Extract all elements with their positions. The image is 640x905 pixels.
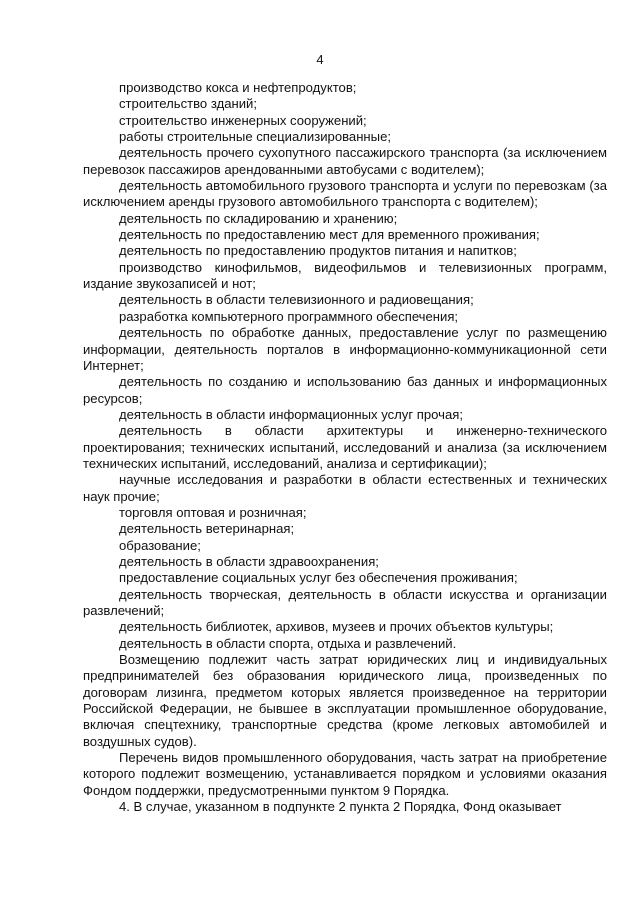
paragraph: разработка компьютерного программного обеспечения; xyxy=(119,308,459,324)
paragraph: Возмещению подлежит часть затрат юридических лиц и индивидуальных предпринимателей без образования юридического лица, произведенных по договорам лизинга, предметом которых является произведенное на территории Российской Федерации, не бывшее в эксплуатации промышленное оборудование, включая спецтехнику, транспортные средства (кроме легковых автомобилей и воздушных судов). xyxy=(83,652,607,749)
paragraph: деятельность по созданию и использованию баз данных и информационных ресурсов; xyxy=(83,374,607,406)
paragraph: деятельность прочего сухопутного пассажирского транспорта (за исключением перевозок пассажиров арендованными автобусами с водителем); xyxy=(83,145,607,177)
paragraph: деятельность в области спорта, отдыха и развлечений. xyxy=(119,635,457,651)
paragraph: строительство зданий; xyxy=(119,96,257,112)
paragraph: строительство инженерных сооружений; xyxy=(119,112,367,128)
paragraph: деятельность по предоставлению продуктов питания и напитков; xyxy=(119,243,517,259)
paragraph: деятельность библиотек, архивов, музеев и прочих объектов культуры; xyxy=(119,619,554,635)
paragraph: образование; xyxy=(119,537,201,553)
paragraph: производство кокса и нефтепродуктов; xyxy=(119,80,357,95)
paragraph: предоставление социальных услуг без обеспечения проживания; xyxy=(119,570,518,586)
paragraph: деятельность в области информационных услуг прочая; xyxy=(119,406,463,422)
paragraph: торговля оптовая и розничная; xyxy=(119,504,307,520)
paragraph: деятельность по обработке данных, предоставление услуг по размещению информации, деятельность порталов в информационно-коммуникационной сети Интернет; xyxy=(83,325,607,373)
paragraph: деятельность творческая, деятельность в области искусства и организации развлечений; xyxy=(83,586,607,618)
document-body xyxy=(83,80,607,815)
paragraph: научные исследования и разработки в области естественных и технических наук прочие; xyxy=(83,472,607,504)
paragraph: деятельность по предоставлению мест для временного проживания; xyxy=(119,227,540,243)
paragraph: деятельность в области архитектуры и инженерно-технического проектирования; технических испытаний, исследований и анализа (за исключением технических испытаний, исследований, анализа и сертификации); xyxy=(83,423,607,471)
paragraph: деятельность автомобильного грузового транспорта и услуги по перевозкам (за исключением аренды грузового автомобильного транспорта с водителем); xyxy=(83,178,607,210)
paragraph: 4. В случае, указанном в подпункте 2 пункта 2 Порядка, Фонд оказывает xyxy=(119,799,562,815)
paragraph: работы строительные специализированные; xyxy=(119,129,391,145)
paragraph: деятельность в области здравоохранения; xyxy=(119,553,379,569)
paragraph: производство кинофильмов, видеофильмов и телевизионных программ, издание звукозаписей и нот; xyxy=(83,259,607,292)
page-number: 4 xyxy=(316,52,324,67)
paragraph: деятельность по складированию и хранению; xyxy=(119,210,398,226)
paragraph: Перечень видов промышленного оборудования, часть затрат на приобретение которого подлежит возмещению, устанавливается порядком и условиями оказания Фондом поддержки, предусмотренными пунктом 9 Порядка. xyxy=(83,750,607,798)
paragraph: деятельность ветеринарная; xyxy=(119,521,295,537)
paragraph: деятельность в области телевизионного и радиовещания; xyxy=(119,292,474,308)
